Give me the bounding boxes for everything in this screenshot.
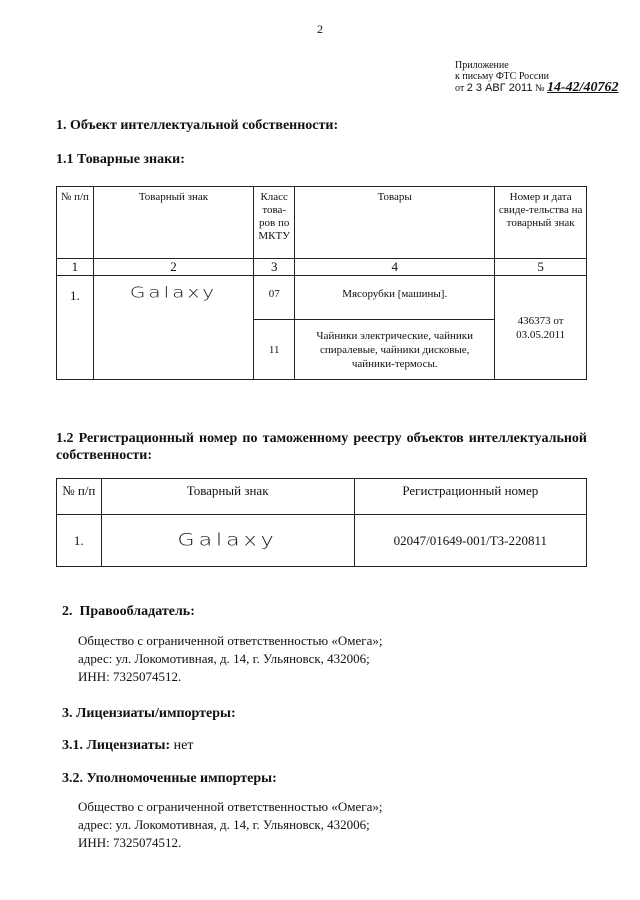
rightholder-inn: ИНН: 7325074512. bbox=[78, 669, 182, 684]
section-3-1-label: 3.1. Лицензиаты: bbox=[62, 738, 171, 753]
importer-block bbox=[78, 798, 382, 852]
header-num-2: № п/п bbox=[57, 479, 102, 515]
appendix-from: от bbox=[455, 83, 465, 94]
col-number-4: 4 bbox=[295, 259, 495, 276]
galaxy-logo-2: Galaxy bbox=[177, 531, 278, 550]
section-3-1-value: нет bbox=[173, 738, 194, 753]
section-2-number: 2. bbox=[62, 604, 73, 619]
goods-07: Мясорубки [машины]. bbox=[295, 276, 495, 320]
appendix-letter-number: 14-42/40762 bbox=[547, 80, 619, 95]
class-11: 11 bbox=[254, 320, 295, 380]
appendix-note bbox=[455, 60, 619, 94]
col-number-1: 1 bbox=[57, 259, 94, 276]
section-3-title: 3. Лицензиаты/импортеры: bbox=[62, 706, 236, 721]
rightholder-address: адрес: ул. Локомотивная, д. 14, г. Ульяновск, 432006; bbox=[78, 651, 370, 666]
appendix-line3 bbox=[455, 82, 619, 94]
header-goods: Товары bbox=[295, 187, 495, 259]
trademark-logo-cell bbox=[93, 276, 253, 380]
importer-address: адрес: ул. Локомотивная, д. 14, г. Ульяновск, 432006; bbox=[78, 817, 370, 832]
appendix-line2: к письму ФТС России bbox=[455, 71, 549, 82]
section-1-title: 1. Объект интеллектуальной собственности: bbox=[56, 118, 339, 133]
galaxy-logo: Galaxy bbox=[129, 283, 218, 301]
rightholder-block bbox=[78, 632, 382, 686]
section-1-1-title: 1.1 Товарные знаки: bbox=[56, 152, 185, 167]
appendix-no-sign: № bbox=[534, 83, 545, 94]
page-number: 2 bbox=[317, 22, 323, 36]
customs-register-table bbox=[56, 478, 587, 567]
importer-org: Общество с ограниченной ответственностью «Омега»; bbox=[78, 799, 383, 814]
certificate-number-date: 436373 от 03.05.2011 bbox=[495, 276, 587, 380]
goods-11: Чайники электрические, чайники спиралевые, чайники дисковые, чайники-термосы. bbox=[295, 320, 495, 380]
header-num: № п/п bbox=[57, 187, 94, 259]
registration-number: 02047/01649-001/ТЗ-220811 bbox=[354, 515, 586, 567]
col-number-5: 5 bbox=[495, 259, 587, 276]
appendix-line1: Приложение bbox=[455, 60, 509, 71]
section-3-1 bbox=[62, 738, 193, 754]
section-2-label: Правообладатель: bbox=[79, 604, 195, 619]
importer-inn: ИНН: 7325074512. bbox=[78, 835, 182, 850]
appendix-date-stamp: 2 3 АВГ 2011 bbox=[466, 82, 533, 94]
rightholder-org: Общество с ограниченной ответственностью «Омега»; bbox=[78, 633, 383, 648]
trademarks-table bbox=[56, 186, 587, 380]
row-num: 1. bbox=[57, 276, 94, 380]
header-class: Класс това-ров по МКТУ bbox=[254, 187, 295, 259]
header-reg-number: Регистрационный номер bbox=[354, 479, 586, 515]
header-mark: Товарный знак bbox=[93, 187, 253, 259]
section-1-2-title: 1.2 Регистрационный номер по таможенному реестру объектов интеллектуальной собственности: bbox=[56, 431, 587, 463]
header-cert: Номер и дата свиде-тельства на товарный знак bbox=[495, 187, 587, 259]
section-2-title bbox=[62, 604, 195, 620]
col-number-3: 3 bbox=[254, 259, 295, 276]
section-3-2-title: 3.2. Уполномоченные импортеры: bbox=[62, 771, 277, 786]
col-number-2: 2 bbox=[93, 259, 253, 276]
trademark-logo-cell-2 bbox=[101, 515, 354, 567]
class-07: 07 bbox=[254, 276, 295, 320]
row-num-2: 1. bbox=[57, 515, 102, 567]
header-mark-2: Товарный знак bbox=[101, 479, 354, 515]
